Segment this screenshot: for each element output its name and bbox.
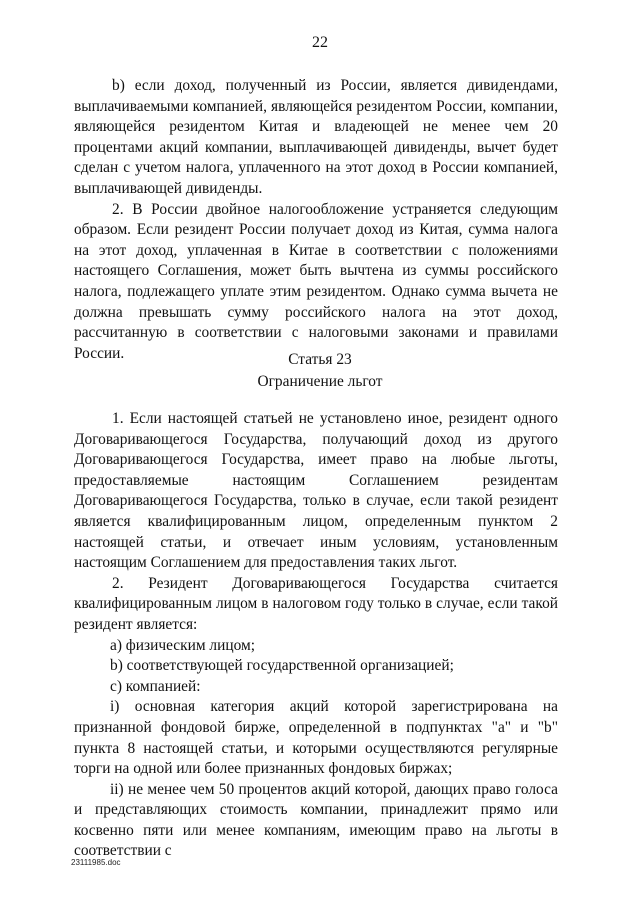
paragraph-2-qualified-person: 2. Резидент Договаривающегося Государства считается квалифицированным лицом в налоговом году только в случае, если такой резидент является: [74,574,558,633]
sub-item-ii: ii) не менее чем 50 процентов акций которой, дающих право голоса и представляющих стоимость компании, принадлежит прямо или косвенно пяти или менее компаниям, имеющим право на льготы в соответствии с [74,780,558,860]
paragraph-1-benefits: 1. Если настоящей статьей не установлено иное, резидент одного Договаривающегося Государства, получающий доход из другого Договаривающегося Государства, имеет право на любые льготы, предоставляемые настоящим Соглашением резидентам Договаривающегося Государства, только в случае, если такой резидент является квалифицированным лицом, определенным пунктом 2 настоящей статьи, и отвечает иным условиям, установленным настоящим Соглашением для предоставления таких льгот. [74,410,558,572]
list-item-a: а) физическим лицом; [110,636,255,654]
section-double-taxation [74,76,558,364]
article-number: Статья 23 [288,351,352,368]
paragraph-2-russia: 2. В России двойное налогообложение устраняется следующим образом. Если резидент России получает доход из Китая, сумма налога на этот доход, уплаченная в Китае в соответствии с положениями настоящего Соглашения, может быть вычтена из суммы российского налога, подлежащего уплате этим резидентом. Однако сумма вычета не должна превышать сумму российского налога на этот доход, рассчитанную в соответствии с налоговыми законами и правилами России. [74,200,558,362]
page-number: 22 [312,34,328,51]
paragraph-b-dividends: b) если доход, полученный из России, является дивидендами, выплачиваемыми компанией, являющейся резидентом России, компании, являющейся резидентом Китая и владеющей не менее чем 20 процентами акций компании, выплачивающей дивиденды, вычет будет сделан с учетом налога, уплаченного на этот доход в России компанией, выплачивающей дивиденды. [74,77,558,197]
article-title: Ограничение льгот [257,373,383,390]
list-item-c: c) компанией: [110,677,201,695]
document-filename: 23111985.doc [71,858,121,867]
sub-item-i: i) основная категория акций которой зарегистрирована на признанной фондовой бирже, определенной в подпунктах "a" и "b" пункта 8 настоящей статьи, и которыми осуществляются регулярные торги на одной или более признанных фондовых биржах; [74,698,558,778]
list-item-b: b) соответствующей государственной организацией; [110,657,454,675]
section-limitation-of-benefits [74,409,558,862]
